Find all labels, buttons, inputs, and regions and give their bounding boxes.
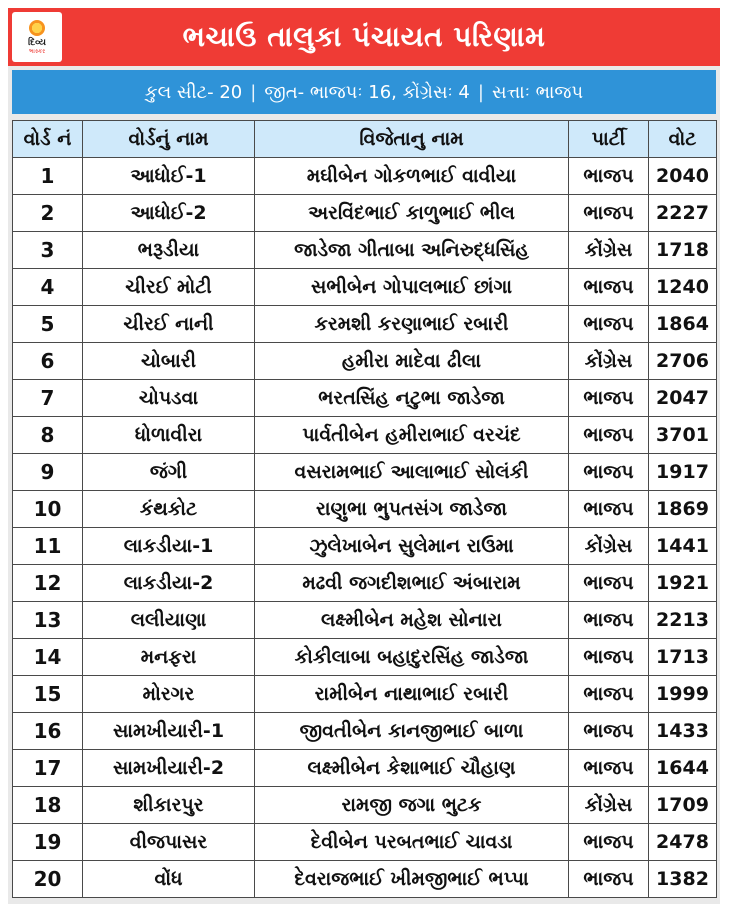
votes: 2706 <box>649 343 717 380</box>
ward-name: વીજપાસર <box>83 824 255 861</box>
winner-name: વસરામભાઈ આલાભાઈ સોલંકી <box>255 454 569 491</box>
party: ભાજપ <box>569 602 649 639</box>
table-row <box>13 528 717 565</box>
table-row <box>13 380 717 417</box>
ward-name: ચીરઈ નાની <box>83 306 255 343</box>
table-row <box>13 491 717 528</box>
divider: | <box>250 81 257 103</box>
ward-number: 17 <box>13 750 83 787</box>
ward-name: ધોળાવીરા <box>83 417 255 454</box>
table-row <box>13 713 717 750</box>
ward-name: આધોઈ-2 <box>83 195 255 232</box>
winner-name: દેવીબેન પરબતભાઈ ચાવડા <box>255 824 569 861</box>
winner-name: મઢવી જગદીશભાઈ અંબારામ <box>255 565 569 602</box>
votes: 1709 <box>649 787 717 824</box>
table-row <box>13 824 717 861</box>
party: કોંગ્રેસ <box>569 528 649 565</box>
seats-won: જીત- ભાજપઃ 16, કોંગ્રેસઃ 4 <box>264 81 470 103</box>
votes: 1718 <box>649 232 717 269</box>
ward-name: વોંધ <box>83 861 255 898</box>
logo-brand-sub: ભાસ્કર <box>28 47 46 55</box>
party: ભાજપ <box>569 713 649 750</box>
votes: 2213 <box>649 602 717 639</box>
column-header-votes: વોટ <box>649 121 717 158</box>
winner-name: હમીરા માદેવા ઢીલા <box>255 343 569 380</box>
winner-name: લક્ષ્મીબેન મહેશ સોનારા <box>255 602 569 639</box>
table-row <box>13 602 717 639</box>
ward-number: 19 <box>13 824 83 861</box>
winner-name: જાડેજા ગીતાબા અનિરુદ્ધસિંહ <box>255 232 569 269</box>
table-header-row <box>13 121 717 158</box>
title-banner <box>8 8 720 66</box>
ward-name: ભરૂડીયા <box>83 232 255 269</box>
summary-bar <box>12 70 716 114</box>
ward-name: આધોઈ-1 <box>83 158 255 195</box>
winner-name: લક્ષ્મીબેન કેશાભાઈ ચૌહાણ <box>255 750 569 787</box>
winner-name: દેવરાજભાઈ ખીમજીભાઈ ભપ્પા <box>255 861 569 898</box>
ward-name: ચોપડવા <box>83 380 255 417</box>
votes: 2478 <box>649 824 717 861</box>
party: ભાજપ <box>569 306 649 343</box>
winner-name: જીવતીબેન કાનજીભાઈ બાળા <box>255 713 569 750</box>
column-header-party: પાર્ટી <box>569 121 649 158</box>
votes: 1382 <box>649 861 717 898</box>
ward-number: 15 <box>13 676 83 713</box>
ward-name: કંથકોટ <box>83 491 255 528</box>
ward-name: સામખીયારી-2 <box>83 750 255 787</box>
votes: 2040 <box>649 158 717 195</box>
ward-name: શીકારપુર <box>83 787 255 824</box>
column-header-ward-name: વોર્ડનું નામ <box>83 121 255 158</box>
table-row <box>13 306 717 343</box>
table-row <box>13 750 717 787</box>
table-row <box>13 417 717 454</box>
party: ભાજપ <box>569 380 649 417</box>
total-seats: કુલ સીટ- 20 <box>144 81 243 103</box>
results-table <box>12 120 717 898</box>
ward-number: 3 <box>13 232 83 269</box>
ward-name: લાકડીયા-1 <box>83 528 255 565</box>
votes: 1441 <box>649 528 717 565</box>
table-row <box>13 158 717 195</box>
ward-name: સામખીયારી-1 <box>83 713 255 750</box>
party: ભાજપ <box>569 454 649 491</box>
page-title: ભચાઉ તાલુકા પંચાયત પરિણામ <box>182 20 546 53</box>
results-infographic <box>8 8 720 904</box>
party: ભાજપ <box>569 195 649 232</box>
ward-number: 12 <box>13 565 83 602</box>
winner-name: રામજી જગા ભુટક <box>255 787 569 824</box>
votes: 1921 <box>649 565 717 602</box>
column-header-ward-no: વોર્ડ નં <box>13 121 83 158</box>
winner-name: રાણુભા ભુપતસંગ જાડેજા <box>255 491 569 528</box>
ward-number: 16 <box>13 713 83 750</box>
table-row <box>13 676 717 713</box>
winner-name: ભરતસિંહ નટુભા જાડેજા <box>255 380 569 417</box>
votes: 1713 <box>649 639 717 676</box>
column-header-winner: વિજેતાનુ નામ <box>255 121 569 158</box>
divider: | <box>477 81 484 103</box>
ward-number: 1 <box>13 158 83 195</box>
table-row <box>13 232 717 269</box>
logo-brand-name: દિવ્ય <box>28 37 46 48</box>
table-row <box>13 269 717 306</box>
votes: 2227 <box>649 195 717 232</box>
party: કોંગ્રેસ <box>569 343 649 380</box>
table-row <box>13 639 717 676</box>
party: કોંગ્રેસ <box>569 787 649 824</box>
ward-number: 14 <box>13 639 83 676</box>
ward-number: 13 <box>13 602 83 639</box>
votes: 2047 <box>649 380 717 417</box>
votes: 3701 <box>649 417 717 454</box>
winner-name: અરવિંદભાઈ કાળુભાઈ ભીલ <box>255 195 569 232</box>
winner-name: પાર્વતીબેન હમીરાભાઈ વરચંદ <box>255 417 569 454</box>
ward-number: 9 <box>13 454 83 491</box>
ward-name: મનફરા <box>83 639 255 676</box>
winner-name: કોકીલાબા બહાદુરસિંહ જાડેજા <box>255 639 569 676</box>
party: ભાજપ <box>569 269 649 306</box>
winner-name: સભીબેન ગોપાલભાઈ છાંગા <box>255 269 569 306</box>
sun-icon <box>29 20 45 36</box>
votes: 1433 <box>649 713 717 750</box>
ward-name: ચીરઈ મોટી <box>83 269 255 306</box>
party: કોંગ્રેસ <box>569 232 649 269</box>
party: ભાજપ <box>569 417 649 454</box>
ward-number: 2 <box>13 195 83 232</box>
divya-bhaskar-logo <box>12 12 62 62</box>
ward-number: 6 <box>13 343 83 380</box>
ward-number: 5 <box>13 306 83 343</box>
ward-number: 8 <box>13 417 83 454</box>
ward-number: 10 <box>13 491 83 528</box>
ward-name: લાકડીયા-2 <box>83 565 255 602</box>
ward-number: 18 <box>13 787 83 824</box>
party: ભાજપ <box>569 750 649 787</box>
winner-name: ઝુલેખાબેન સુલેમાન રાઉમા <box>255 528 569 565</box>
ward-name: લલીયાણા <box>83 602 255 639</box>
table-row <box>13 861 717 898</box>
table-row <box>13 195 717 232</box>
party: ભાજપ <box>569 491 649 528</box>
party: ભાજપ <box>569 824 649 861</box>
votes: 1864 <box>649 306 717 343</box>
votes: 1999 <box>649 676 717 713</box>
ward-number: 11 <box>13 528 83 565</box>
winner-name: રામીબેન નાથાભાઈ રબારી <box>255 676 569 713</box>
votes: 1917 <box>649 454 717 491</box>
votes: 1644 <box>649 750 717 787</box>
table-row <box>13 454 717 491</box>
winner-name: કરમશી કરણાભાઈ રબારી <box>255 306 569 343</box>
votes: 1240 <box>649 269 717 306</box>
party: ભાજપ <box>569 565 649 602</box>
party: ભાજપ <box>569 158 649 195</box>
ward-number: 20 <box>13 861 83 898</box>
winner-name: મઘીબેન ગોકળભાઈ વાવીયા <box>255 158 569 195</box>
votes: 1869 <box>649 491 717 528</box>
ward-number: 4 <box>13 269 83 306</box>
table-row <box>13 565 717 602</box>
party: ભાજપ <box>569 861 649 898</box>
table-row <box>13 343 717 380</box>
ward-name: મોરગર <box>83 676 255 713</box>
party: ભાજપ <box>569 639 649 676</box>
ward-name: જંગી <box>83 454 255 491</box>
ward-name: ચોબારી <box>83 343 255 380</box>
table-row <box>13 787 717 824</box>
ward-number: 7 <box>13 380 83 417</box>
party: ભાજપ <box>569 676 649 713</box>
ruling-party: સત્તાઃ ભાજપ <box>491 81 584 103</box>
